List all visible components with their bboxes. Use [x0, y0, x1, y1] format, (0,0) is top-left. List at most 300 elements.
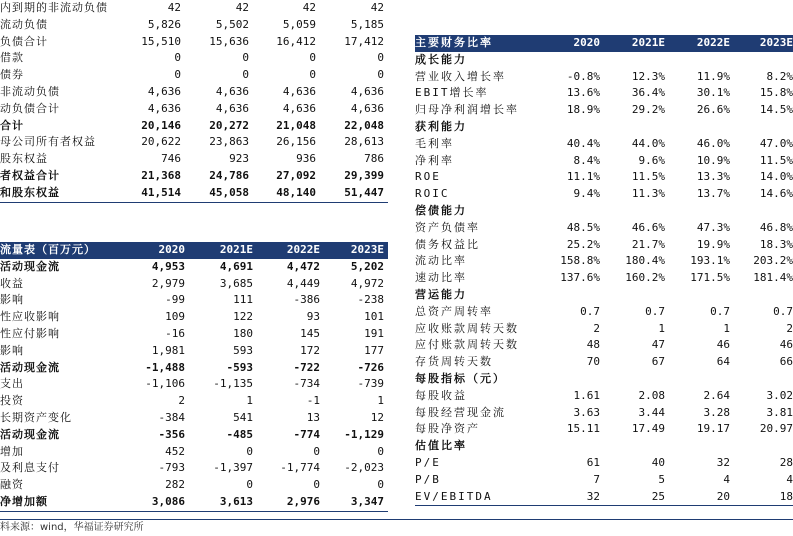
cell-value: 11.1%: [567, 169, 600, 186]
table-row: [0, 444, 388, 461]
cell-value: 109: [165, 309, 185, 326]
row-label: EV/EBITDA: [415, 489, 493, 506]
table-row: [0, 393, 388, 410]
cell-value: 5,202: [351, 259, 384, 276]
header-year: 2022E: [287, 242, 320, 259]
cell-value: 2.64: [704, 388, 731, 405]
row-label: 应收账款周转天数: [415, 321, 519, 338]
section-heading-row: [415, 52, 793, 69]
cell-value: -0.8%: [567, 69, 600, 86]
cell-value: 14.0%: [760, 169, 793, 186]
cell-value: 46: [717, 337, 730, 354]
cell-value: -1: [307, 393, 320, 410]
cell-value: -1,135: [213, 376, 253, 393]
cell-value: 191: [364, 326, 384, 343]
row-label: 偿债能力: [415, 203, 467, 220]
cell-value: 32: [587, 489, 600, 506]
row-label: 每股收益: [415, 388, 467, 405]
row-label: 流动负债: [0, 17, 48, 34]
table-header-row: [0, 242, 388, 259]
cell-value: -722: [294, 360, 321, 377]
row-label: 负债合计: [0, 34, 48, 51]
row-label: 债务权益比: [415, 237, 480, 254]
header-title: 主要财务比率: [415, 35, 493, 52]
table-row: [415, 102, 793, 119]
cell-value: 26.6%: [697, 102, 730, 119]
cell-value: 23,863: [209, 134, 249, 151]
section-heading-row: [415, 119, 793, 136]
row-label: ROIC: [415, 186, 450, 203]
row-label: 和股东权益: [0, 185, 60, 202]
cell-value: 541: [233, 410, 253, 427]
table-row: [0, 460, 388, 477]
cell-value: 13.6%: [567, 85, 600, 102]
cell-value: 4,636: [283, 101, 316, 118]
cell-value: 0: [309, 50, 316, 67]
cell-value: 9.6%: [639, 153, 666, 170]
cell-value: 3.81: [767, 405, 793, 422]
cell-value: 936: [296, 151, 316, 168]
header-year: 2021E: [632, 35, 665, 52]
row-label: 影响: [0, 343, 24, 360]
header-year: 2023E: [760, 35, 793, 52]
financial-ratios-table: [415, 35, 793, 506]
cell-value: 0: [174, 67, 181, 84]
cell-value: 40: [652, 455, 665, 472]
section-heading-row: [415, 203, 793, 220]
cell-value: 47.3%: [697, 220, 730, 237]
cell-value: 0: [313, 477, 320, 494]
row-label: 股东权益: [0, 151, 48, 168]
cell-value: 923: [229, 151, 249, 168]
cell-value: 0: [313, 444, 320, 461]
table-row: [415, 270, 793, 287]
balance-sheet-table: [0, 0, 388, 203]
cell-value: 48.5%: [567, 220, 600, 237]
cell-value: 42: [168, 0, 181, 17]
cell-value: 2: [178, 393, 185, 410]
table-row: [0, 0, 388, 17]
table-row: [415, 136, 793, 153]
header-year: 2020: [159, 242, 186, 259]
cell-value: 4,636: [216, 101, 249, 118]
cell-value: 20: [717, 489, 730, 506]
cell-value: 172: [300, 343, 320, 360]
cell-value: 15.11: [567, 421, 600, 438]
table-row: [415, 304, 793, 321]
header-year: 2023E: [351, 242, 384, 259]
cell-value: 36.4%: [632, 85, 665, 102]
cell-value: 18.3%: [760, 237, 793, 254]
cell-value: 4,636: [351, 84, 384, 101]
row-label: 存货周转天数: [415, 354, 493, 371]
table-row: [0, 326, 388, 343]
table-row: [0, 17, 388, 34]
cell-value: 180.4%: [625, 253, 665, 270]
cell-value: 11.5%: [760, 153, 793, 170]
cell-value: 4,691: [220, 259, 253, 276]
cell-value: 29,399: [344, 168, 384, 185]
cell-value: 4,636: [216, 84, 249, 101]
cell-value: 46: [780, 337, 793, 354]
cell-value: 0: [377, 444, 384, 461]
cell-value: 19.9%: [697, 237, 730, 254]
table-row: [415, 186, 793, 203]
cell-value: 452: [165, 444, 185, 461]
row-label: 估值比率: [415, 438, 467, 455]
cell-value: 4,636: [283, 84, 316, 101]
row-label: 每股净资产: [415, 421, 480, 438]
cell-value: 3,613: [220, 494, 253, 511]
cell-value: 7: [593, 472, 600, 489]
cell-value: 4,953: [152, 259, 185, 276]
cell-value: 0.7: [710, 304, 730, 321]
row-label: 母公司所有者权益: [0, 134, 96, 151]
table-row: [415, 321, 793, 338]
cell-value: 21.7%: [632, 237, 665, 254]
header-year: 2020: [574, 35, 601, 52]
table-row: [415, 489, 793, 507]
row-label: P/B: [415, 472, 441, 489]
row-label: 非流动负债: [0, 84, 60, 101]
cell-value: 5,826: [148, 17, 181, 34]
cell-value: -793: [159, 460, 186, 477]
row-label: 收益: [0, 276, 24, 293]
cell-value: 46.8%: [760, 220, 793, 237]
row-label: 速动比率: [415, 270, 467, 287]
cell-value: 193.1%: [690, 253, 730, 270]
cell-value: 10.9%: [697, 153, 730, 170]
table-row: [0, 67, 388, 84]
cell-value: 32: [717, 455, 730, 472]
cell-value: 1: [377, 393, 384, 410]
source-footnote: 料来源：wind，华福证券研究所: [0, 519, 793, 536]
table-row: [415, 169, 793, 186]
cell-value: 1.61: [574, 388, 601, 405]
cell-value: 11.3%: [632, 186, 665, 203]
cell-value: 4,972: [351, 276, 384, 293]
row-label: 活动现金流: [0, 360, 60, 377]
cell-value: 5,502: [216, 17, 249, 34]
table-header-row: [415, 35, 793, 52]
cell-value: 3,347: [351, 494, 384, 511]
cell-value: 25.2%: [567, 237, 600, 254]
table-row: [415, 337, 793, 354]
cell-value: -384: [159, 410, 186, 427]
cell-value: 26,156: [276, 134, 316, 151]
cell-value: 42: [303, 0, 316, 17]
cell-value: 9.4%: [574, 186, 601, 203]
cell-value: 25: [652, 489, 665, 506]
cell-value: 21,048: [276, 118, 316, 135]
cell-value: 20,622: [141, 134, 181, 151]
table-row: [415, 220, 793, 237]
cell-value: 0.7: [773, 304, 793, 321]
row-label: 营运能力: [415, 287, 467, 304]
cell-value: 2,979: [152, 276, 185, 293]
row-label: 内到期的非流动负债: [0, 0, 108, 17]
cell-value: 203.2%: [753, 253, 793, 270]
cell-value: -2,023: [344, 460, 384, 477]
cell-value: 0: [377, 67, 384, 84]
cell-value: 67: [652, 354, 665, 371]
cell-value: 0: [246, 477, 253, 494]
cell-value: 2,976: [287, 494, 320, 511]
cell-value: 4,636: [148, 84, 181, 101]
row-label: 总资产周转率: [415, 304, 493, 321]
cell-value: 4,636: [351, 101, 384, 118]
table-row: [0, 343, 388, 360]
cell-value: 4,472: [287, 259, 320, 276]
cell-value: 51,447: [344, 185, 384, 202]
table-row: [415, 253, 793, 270]
cell-value: 66: [780, 354, 793, 371]
table-row: [415, 85, 793, 102]
cell-value: 0: [242, 50, 249, 67]
cell-value: -238: [358, 292, 385, 309]
cell-value: 48,140: [276, 185, 316, 202]
cell-value: 160.2%: [625, 270, 665, 287]
cell-value: 93: [307, 309, 320, 326]
row-label: 及利息支付: [0, 460, 60, 477]
cell-value: 21,368: [141, 168, 181, 185]
table-row: [0, 410, 388, 427]
cell-value: 4: [723, 472, 730, 489]
cell-value: 3.28: [704, 405, 731, 422]
header-title: 流量表（百万元）: [0, 242, 96, 259]
table-row: [415, 405, 793, 422]
cell-value: 1: [723, 321, 730, 338]
cell-value: 11.5%: [632, 169, 665, 186]
cell-value: 15,510: [141, 34, 181, 51]
cell-value: 70: [587, 354, 600, 371]
cell-value: 13.7%: [697, 186, 730, 203]
cell-value: 28: [780, 455, 793, 472]
cell-value: -1,488: [145, 360, 185, 377]
cell-value: -1,129: [344, 427, 384, 444]
row-label: 归母净利润增长率: [415, 102, 519, 119]
cell-value: 282: [165, 477, 185, 494]
row-label: 应付账款周转天数: [415, 337, 519, 354]
row-label: EBIT增长率: [415, 85, 489, 102]
cell-value: -734: [294, 376, 321, 393]
cell-value: 48: [587, 337, 600, 354]
cell-value: 12.3%: [632, 69, 665, 86]
cell-value: 593: [233, 343, 253, 360]
cell-value: 47.0%: [760, 136, 793, 153]
row-label: 性应付影响: [0, 326, 60, 343]
table-row: [0, 309, 388, 326]
cell-value: 64: [717, 354, 730, 371]
cell-value: 145: [300, 326, 320, 343]
cell-value: 0: [174, 50, 181, 67]
cell-value: 0: [242, 67, 249, 84]
cell-value: 22,048: [344, 118, 384, 135]
row-label: 性应收影响: [0, 309, 60, 326]
cell-value: 47: [652, 337, 665, 354]
table-row: [0, 118, 388, 135]
cell-value: 2: [786, 321, 793, 338]
table-row: [0, 259, 388, 276]
cell-value: 180: [233, 326, 253, 343]
table-row: [0, 276, 388, 293]
row-label: 增加: [0, 444, 24, 461]
cell-value: 18.9%: [567, 102, 600, 119]
cell-value: 5,185: [351, 17, 384, 34]
cell-value: 20.97: [760, 421, 793, 438]
cell-value: 5,059: [283, 17, 316, 34]
cell-value: 137.6%: [560, 270, 600, 287]
row-label: 净增加额: [0, 494, 48, 511]
cell-value: 0: [377, 477, 384, 494]
cell-value: 30.1%: [697, 85, 730, 102]
cell-value: -739: [358, 376, 385, 393]
cell-value: 786: [364, 151, 384, 168]
table-row: [0, 376, 388, 393]
cell-value: 101: [364, 309, 384, 326]
table-row: [0, 50, 388, 67]
row-label: 融资: [0, 477, 24, 494]
cell-value: 122: [233, 309, 253, 326]
cell-value: 24,786: [209, 168, 249, 185]
cell-value: 19.17: [697, 421, 730, 438]
cell-value: 0.7: [645, 304, 665, 321]
cell-value: 0: [309, 67, 316, 84]
table-row: [415, 237, 793, 254]
cell-value: 20,146: [141, 118, 181, 135]
section-heading-row: [415, 371, 793, 388]
cell-value: 1: [658, 321, 665, 338]
table-row: [415, 69, 793, 86]
cell-value: 16,412: [276, 34, 316, 51]
cell-value: -593: [227, 360, 254, 377]
row-label: P/E: [415, 455, 441, 472]
cell-value: 171.5%: [690, 270, 730, 287]
cell-value: 17,412: [344, 34, 384, 51]
table-row: [415, 153, 793, 170]
cell-value: 181.4%: [753, 270, 793, 287]
cell-value: 28,613: [344, 134, 384, 151]
table-row: [415, 455, 793, 472]
cell-value: 3.63: [574, 405, 601, 422]
table-row: [0, 360, 388, 377]
row-label: 资产负债率: [415, 220, 480, 237]
cell-value: 15.8%: [760, 85, 793, 102]
cell-value: 14.5%: [760, 102, 793, 119]
cell-value: 14.6%: [760, 186, 793, 203]
cell-value: 13.3%: [697, 169, 730, 186]
row-label: 投资: [0, 393, 24, 410]
table-row: [0, 494, 388, 512]
cell-value: 4: [786, 472, 793, 489]
section-heading-row: [415, 438, 793, 455]
row-label: 成长能力: [415, 52, 467, 69]
cell-value: -1,397: [213, 460, 253, 477]
row-label: 合计: [0, 118, 24, 135]
table-row: [0, 84, 388, 101]
cash-flow-table: [0, 242, 388, 512]
cell-value: 4,636: [148, 101, 181, 118]
cell-value: 3,685: [220, 276, 253, 293]
cell-value: 29.2%: [632, 102, 665, 119]
table-row: [0, 151, 388, 168]
cell-value: -356: [159, 427, 186, 444]
row-label: 长期资产变化: [0, 410, 72, 427]
row-label: 营业收入增长率: [415, 69, 506, 86]
cell-value: 46.0%: [697, 136, 730, 153]
row-label: 活动现金流: [0, 259, 60, 276]
cell-value: 42: [371, 0, 384, 17]
cell-value: 3.02: [767, 388, 793, 405]
row-label: 净利率: [415, 153, 454, 170]
cell-value: -726: [358, 360, 385, 377]
row-label: 债券: [0, 67, 24, 84]
cell-value: 15,636: [209, 34, 249, 51]
table-row: [0, 477, 388, 494]
cell-value: 61: [587, 455, 600, 472]
row-label: 者权益合计: [0, 168, 60, 185]
cell-value: 1: [246, 393, 253, 410]
row-label: 获利能力: [415, 119, 467, 136]
cell-value: 40.4%: [567, 136, 600, 153]
cell-value: 3.44: [639, 405, 666, 422]
table-row: [415, 421, 793, 438]
cell-value: 12: [371, 410, 384, 427]
section-heading-row: [415, 287, 793, 304]
row-label: 借款: [0, 50, 24, 67]
cell-value: 45,058: [209, 185, 249, 202]
cell-value: 11.9%: [697, 69, 730, 86]
cell-value: 746: [161, 151, 181, 168]
cell-value: 46.6%: [632, 220, 665, 237]
cell-value: 13: [307, 410, 320, 427]
cell-value: 177: [364, 343, 384, 360]
cell-value: -1,774: [280, 460, 320, 477]
table-row: [415, 354, 793, 371]
cell-value: 20,272: [209, 118, 249, 135]
cell-value: 1,981: [152, 343, 185, 360]
table-row: [0, 427, 388, 444]
row-label: 活动现金流: [0, 427, 60, 444]
cell-value: 8.2%: [767, 69, 793, 86]
row-label: ROE: [415, 169, 441, 186]
cell-value: -16: [165, 326, 185, 343]
table-row: [0, 168, 388, 185]
cell-value: 5: [658, 472, 665, 489]
cell-value: -774: [294, 427, 321, 444]
row-label: 每股经营现金流: [415, 405, 506, 422]
row-label: 动负债合计: [0, 101, 60, 118]
cell-value: 3,086: [152, 494, 185, 511]
table-row: [0, 292, 388, 309]
cell-value: 8.4%: [574, 153, 601, 170]
cell-value: 158.8%: [560, 253, 600, 270]
cell-value: -386: [294, 292, 321, 309]
cell-value: -99: [165, 292, 185, 309]
table-row: [415, 472, 793, 489]
table-row: [415, 388, 793, 405]
header-year: 2022E: [697, 35, 730, 52]
cell-value: 111: [233, 292, 253, 309]
row-label: 流动比率: [415, 253, 467, 270]
cell-value: 2: [593, 321, 600, 338]
cell-value: 2.08: [639, 388, 666, 405]
cell-value: 18: [780, 489, 793, 506]
header-year: 2021E: [220, 242, 253, 259]
cell-value: 0.7: [580, 304, 600, 321]
cell-value: 44.0%: [632, 136, 665, 153]
cell-value: 0: [246, 444, 253, 461]
